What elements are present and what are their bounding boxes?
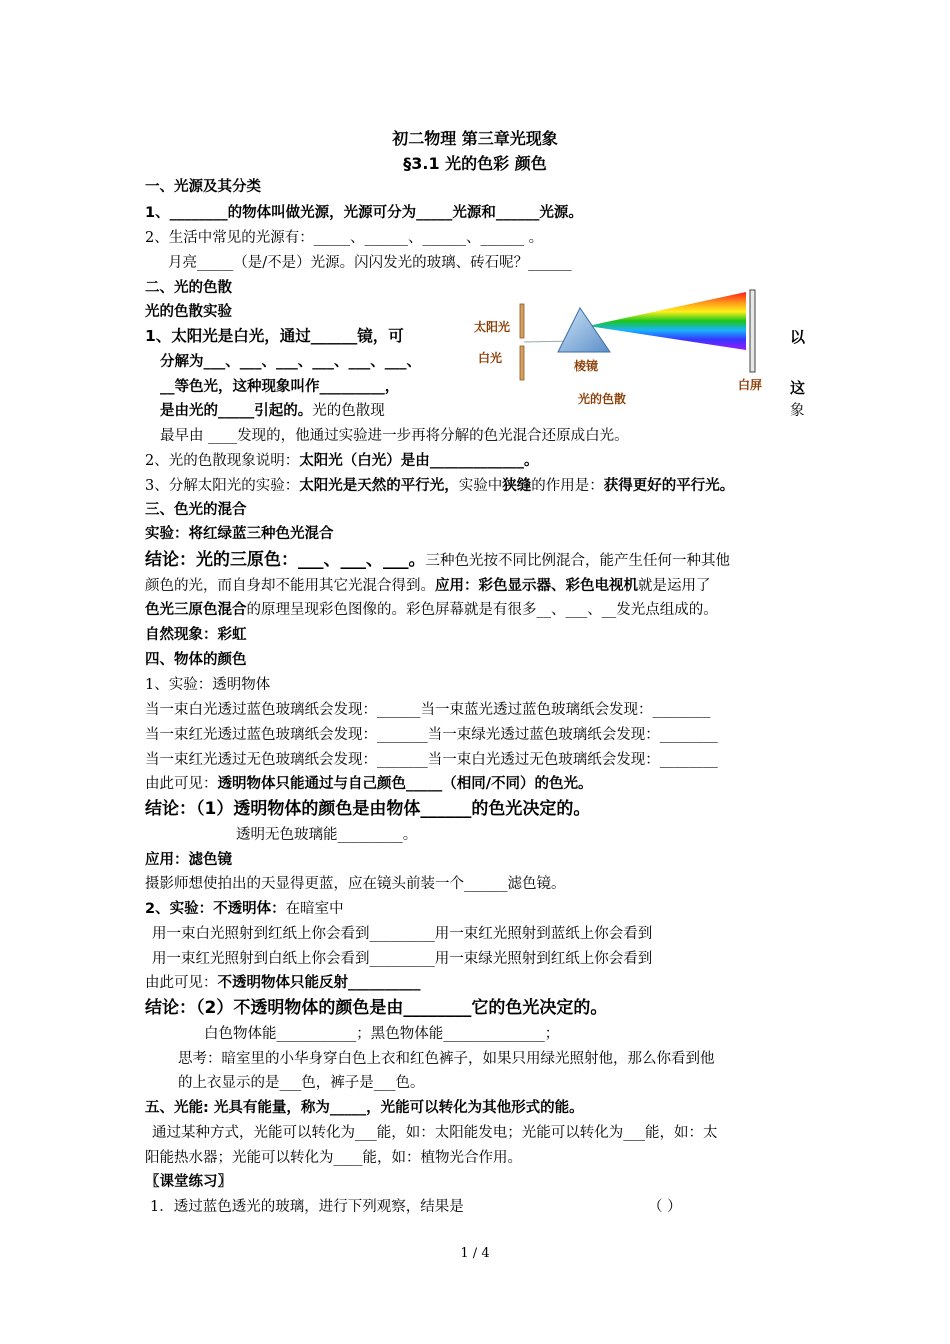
s4-row2: 当一束红光透过蓝色玻璃纸会发现：_______当一束绿光透过蓝色玻璃纸会发现：________ bbox=[145, 727, 718, 743]
screen-icon bbox=[750, 290, 755, 372]
s3-experiment: 实验：将红绿蓝三种色光混合 bbox=[145, 526, 334, 542]
s2-line2: 分解为___、___、___、___、___、___、 bbox=[160, 354, 421, 370]
s4-exp1: 1、实验：透明物体 bbox=[145, 677, 271, 693]
s1-line2: 2、生活中常见的光源有：_____、______、______、______ 。 bbox=[145, 230, 544, 246]
section4-heading: 四、物体的颜色 bbox=[145, 652, 247, 668]
s3-conclusion-a: 结论：光的三原色：___、___、___。 bbox=[145, 550, 426, 570]
s2-line7-d: 狭缝 bbox=[502, 478, 532, 494]
s2-line6-a: 2、光的色散现象说明： bbox=[145, 453, 300, 469]
s2-line4-end: 象 bbox=[790, 403, 805, 419]
s2-line7-a: 3、分解太阳光的实验： bbox=[145, 478, 300, 494]
s3-nature: 自然现象：彩虹 bbox=[145, 627, 247, 643]
section2-heading: 二、光的色散 bbox=[145, 280, 232, 296]
s1-line1: 1、________的物体叫做光源，光源可分为_____光源和______光源。 bbox=[145, 205, 583, 221]
s4-conclusion1: 结论：（1）透明物体的颜色是由物体______的色光决定的。 bbox=[145, 799, 591, 819]
doc-title: 初二物理 第三章光现象 bbox=[392, 129, 558, 148]
s2-line4-b: 光的色散现 bbox=[312, 403, 385, 419]
s4-visible bbox=[145, 774, 593, 794]
s4-think1: 思考：暗室里的小华身穿白色上衣和红色裤子，如果只用绿光照射他，那么你看到他 bbox=[178, 1051, 715, 1067]
s3-line3-b: 的原理呈现彩色图像的。彩色屏幕就是有很多__、___、__发光点组成的。 bbox=[246, 602, 718, 618]
s5-line2: 阳能热水器；光能可以转化为____能，如：植物光合作用。 bbox=[145, 1150, 522, 1166]
section5-heading: 五、光能: 光具有能量，称为_____，光能可以转化为其他形式的能。 bbox=[145, 1100, 584, 1116]
s4-exp2 bbox=[145, 899, 344, 919]
s2-line7-e: 的作用是： bbox=[531, 478, 604, 494]
s2-line7-b: 太阳光是天然的平行光， bbox=[299, 478, 459, 494]
s2-line3-end: 这 bbox=[790, 379, 806, 397]
s4-row5: 用一束红光照射到白纸上你会看到_________用一束绿光照射到红纸上你会看到 bbox=[152, 951, 653, 967]
s4-row1: 当一束白光透过蓝色玻璃纸会发现：______当一束蓝光透过蓝色玻璃纸会发现：________ bbox=[145, 702, 711, 718]
s3-line3 bbox=[145, 600, 718, 620]
label-screen: 白屏 bbox=[738, 378, 763, 392]
section3-heading: 三、色光的混合 bbox=[145, 502, 247, 518]
s4-think2: 的上衣显示的是___色，裤子是___色。 bbox=[178, 1075, 425, 1091]
s4-photo: 摄影师想使拍出的天显得更蓝，应在镜头前装一个______滤色镜。 bbox=[145, 876, 566, 892]
section1-heading: 一、光源及其分类 bbox=[145, 179, 261, 195]
s3-line2 bbox=[145, 576, 711, 596]
s2-line3: __等色光，这种现象叫作_________， bbox=[160, 379, 400, 395]
s4-visible-a: 由此可见： bbox=[145, 776, 218, 792]
s2-line1: 1、太阳光是白光，通过______镜，可 bbox=[145, 327, 404, 345]
s4-white-black: 白色物体能___________；黑色物体能______________； bbox=[204, 1026, 560, 1042]
s4-visible2-b: 不透明物体只能反射__________ bbox=[217, 975, 421, 991]
s2-line4 bbox=[160, 401, 385, 421]
s2-line4-a: 是由光的_____引起的。 bbox=[160, 403, 313, 419]
s4-exp2-a: 2、实验：不透明体： bbox=[145, 901, 286, 917]
s3-line2-c: 就是运用了 bbox=[638, 578, 711, 594]
s4-application: 应用：滤色镜 bbox=[145, 852, 232, 868]
s3-conclusion-b: 三种色光按不同比例混合，能产生任何一种其他 bbox=[425, 553, 730, 569]
s5-line1: 通过某种方式，光能可以转化为___能，如：太阳能发电；光能可以转化为___能，如：太 bbox=[152, 1125, 718, 1141]
page-number: 1 / 4 bbox=[460, 1246, 490, 1261]
s3-line3-a: 色光三原色混合 bbox=[145, 602, 247, 618]
label-prism: 棱镜 bbox=[574, 359, 599, 373]
slit-icon bbox=[520, 304, 524, 380]
practice-heading: 〖课堂练习〗 bbox=[145, 1174, 232, 1190]
s2-line5: 最早由 ____发现的，他通过实验进一步再将分解的色光混合还原成白光。 bbox=[160, 428, 629, 444]
s2-line6-b: 太阳光（白光）是由_____________。 bbox=[299, 453, 539, 469]
s2-line1-end: 以 bbox=[790, 328, 806, 346]
s2-sub: 光的色散实验 bbox=[145, 304, 232, 320]
s4-row3: 当一束红光透过无色玻璃纸会发现：_______当一束白光透过无色玻璃纸会发现：________ bbox=[145, 752, 718, 768]
s4-conclusion2: 结论：（2）不透明物体的颜色是由________它的色光决定的。 bbox=[145, 998, 608, 1018]
s4-glass: 透明无色玻璃能_________。 bbox=[236, 827, 418, 843]
label-white-light: 白光 bbox=[478, 351, 503, 365]
s4-exp2-b: 在暗室中 bbox=[285, 901, 344, 917]
s2-line7-c: 实验中 bbox=[458, 478, 503, 494]
label-caption: 光的色散 bbox=[578, 392, 627, 406]
s3-line2-b: 应用：彩色显示器、彩色电视机 bbox=[435, 578, 638, 594]
s2-line7 bbox=[145, 476, 734, 496]
s4-visible2 bbox=[145, 973, 421, 993]
s2-line7-f: 获得更好的平行光。 bbox=[603, 478, 735, 494]
s3-conclusion bbox=[145, 550, 730, 571]
practice-q1: 1．透过蓝色透光的玻璃，进行下列观察，结果是 bbox=[150, 1199, 464, 1215]
s4-visible2-a: 由此可见： bbox=[145, 975, 218, 991]
s1-line3: 月亮_____（是/不是）光源。闪闪发光的玻璃、砖石呢？______ bbox=[168, 255, 572, 271]
prism-icon bbox=[558, 308, 610, 352]
label-sunlight: 太阳光 bbox=[474, 320, 511, 334]
practice-q1-answer: （ ） bbox=[648, 1199, 682, 1215]
s2-line6 bbox=[145, 451, 538, 471]
s3-line2-a: 颜色的光，而自身却不能用其它光混合得到。 bbox=[145, 578, 435, 594]
doc-subtitle: §3.1 光的色彩 颜色 bbox=[403, 154, 547, 173]
spectrum-band bbox=[588, 292, 746, 350]
s4-row4: 用一束白光照射到红纸上你会看到_________用一束红光照射到蓝纸上你会看到 bbox=[152, 926, 653, 942]
dispersion-figure bbox=[470, 286, 770, 406]
s4-visible-b: 透明物体只能通过与自己颜色_____（相同/不同）的色光。 bbox=[217, 776, 593, 792]
